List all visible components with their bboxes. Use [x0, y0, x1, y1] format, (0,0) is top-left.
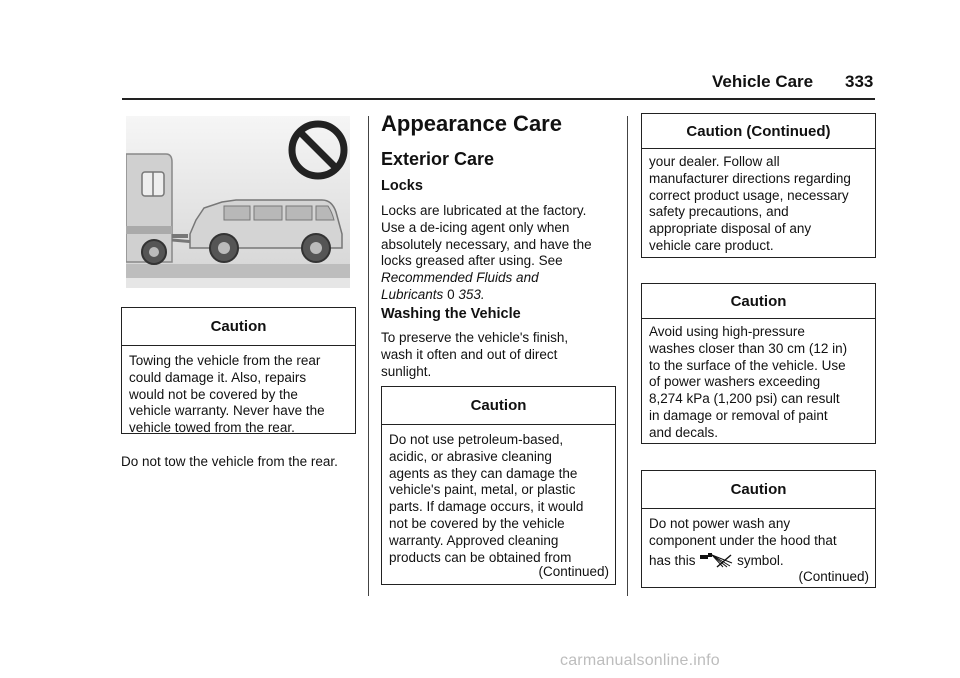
page-title: Appearance Care — [381, 111, 562, 136]
caution-line: washes closer than 30 cm (12 in) — [649, 340, 848, 356]
caution-line: manufacturer directions regarding — [649, 170, 851, 186]
caution-line: products can be obtained from — [389, 549, 572, 565]
paragraph-line: Locks are lubricated at the factory. — [381, 203, 587, 218]
section-title: Vehicle Care — [712, 72, 814, 91]
caution-line: 8,274 kPa (1,200 psi) can result — [649, 391, 840, 407]
paragraph-line: locks greased after using. See — [381, 253, 563, 269]
paragraph-line: absolutely necessary, and have the — [381, 236, 592, 252]
paragraph-line: To preserve the vehicle's finish, — [381, 330, 569, 345]
washing-heading: Washing the Vehicle — [381, 306, 521, 322]
caution-heading: Caution — [470, 397, 527, 414]
caution-line: safety precautions, and — [649, 204, 789, 220]
caution-line: parts. If damage occurs, it would — [389, 499, 584, 515]
caution-line-with-symbol — [649, 552, 875, 570]
caution-heading: Caution — [210, 318, 267, 335]
caution-line-prefix: has this — [649, 552, 696, 568]
page-ref-icon: 0 — [447, 286, 455, 302]
tow-note: Do not tow the vehicle from the rear. — [121, 454, 338, 469]
caution-line: would not be covered by the — [129, 386, 298, 402]
caution-line: appropriate disposal of any — [649, 221, 812, 237]
caution-line: acidic, or abrasive cleaning — [389, 448, 552, 464]
page-number: 333 — [845, 72, 874, 91]
caution-heading: Caution — [730, 481, 787, 498]
caution-heading: Caution (Continued) — [686, 123, 831, 140]
continued-label: (Continued) — [538, 564, 609, 579]
caution-line: warranty. Approved cleaning — [389, 532, 559, 548]
caution-line: vehicle warranty. Never have the — [129, 403, 325, 419]
caution-box-pressure — [641, 283, 876, 444]
caution-text — [642, 319, 875, 442]
caution-heading: Caution — [730, 293, 787, 310]
caution-box-tow — [121, 307, 356, 434]
watermark: carmanualsonline.info — [560, 652, 720, 669]
column-divider-left — [368, 116, 369, 596]
caution-line: agents as they can damage the — [389, 465, 578, 481]
paragraph-line: Use a de-icing agent only when — [381, 219, 570, 235]
paragraph-line: wash it often and out of direct — [381, 346, 558, 362]
caution-line: vehicle care product. — [649, 237, 774, 253]
page-ref-number: 353. — [458, 286, 485, 302]
caution-text — [122, 346, 355, 437]
caution-box-underhood — [641, 470, 876, 588]
caution-line: Towing the vehicle from the rear — [129, 353, 321, 368]
continued-label: (Continued) — [798, 569, 869, 584]
cross-reference-link[interactable]: Recommended Fluids and — [381, 270, 539, 286]
caution-line: not be covered by the vehicle — [389, 515, 565, 531]
cross-reference-text: Lubricants — [381, 286, 444, 302]
caution-line: Avoid using high-pressure — [649, 324, 805, 339]
caution-line: your dealer. Follow all — [649, 154, 780, 169]
cross-reference-link-line2[interactable] — [381, 287, 621, 304]
caution-line: vehicle towed from the rear. — [129, 420, 295, 436]
locks-paragraph — [381, 203, 621, 304]
caution-line: to the surface of the vehicle. Use — [649, 357, 846, 373]
caution-line: in damage or removal of paint — [649, 407, 828, 423]
caution-text — [382, 425, 615, 566]
caution-line: Do not power wash any — [649, 516, 791, 531]
caution-line: Do not use petroleum-based, — [389, 432, 564, 447]
caution-line: could damage it. Also, repairs — [129, 369, 307, 385]
paragraph-line: sunlight. — [381, 363, 432, 379]
caution-box-continued — [641, 113, 876, 258]
caution-line: component under the hood that — [649, 532, 837, 548]
column-divider-right — [627, 116, 628, 596]
header-rule — [122, 98, 875, 100]
caution-text — [642, 149, 875, 255]
caution-line-suffix: symbol. — [737, 552, 784, 568]
section-heading: Exterior Care — [381, 149, 495, 169]
caution-line: vehicle's paint, metal, or plastic — [389, 482, 576, 498]
no-rear-tow-illustration — [126, 116, 350, 288]
caution-line: and decals. — [649, 424, 719, 440]
caution-box-cleaning — [381, 386, 616, 585]
caution-line: correct product usage, necessary — [649, 187, 849, 203]
washing-paragraph — [381, 330, 621, 380]
locks-heading: Locks — [381, 178, 423, 194]
no-power-wash-icon — [699, 552, 733, 568]
caution-text — [642, 509, 875, 569]
caution-line: of power washers exceeding — [649, 374, 821, 390]
